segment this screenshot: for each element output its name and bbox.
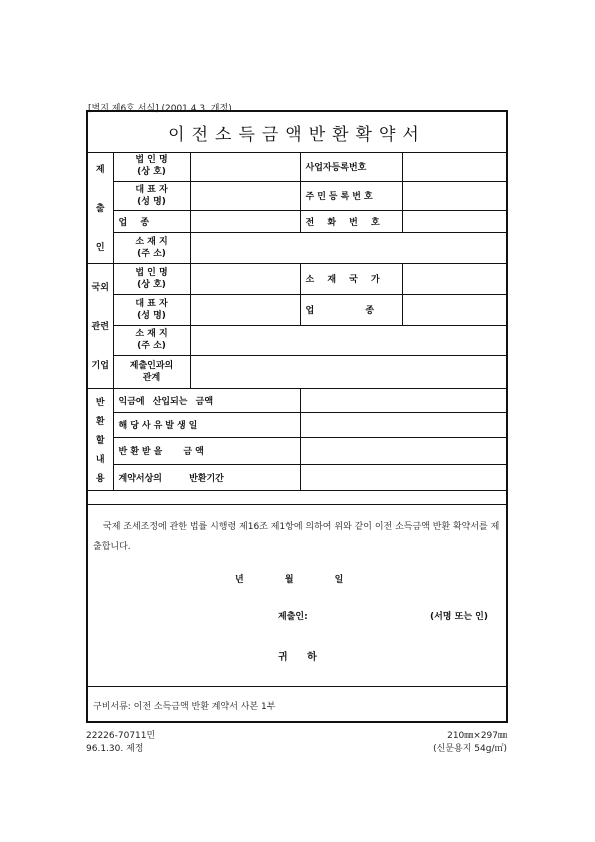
income-included-field[interactable]: [300, 388, 506, 412]
foreign-representative-label: 대 표 자 (성 명): [113, 294, 190, 325]
relation-field[interactable]: [190, 355, 506, 388]
attachments-section: [88, 686, 506, 712]
enacted-date: 96.1.30. 제정: [86, 744, 144, 754]
foreign-business-field[interactable]: [402, 294, 506, 325]
submitter-side-label: 제 출 인: [88, 152, 113, 263]
submitter-address-field[interactable]: [190, 232, 506, 263]
foreign-address-label: 소 재 지 (주 소): [113, 325, 190, 355]
foreign-representative-field[interactable]: [190, 294, 300, 325]
form-code: 22226-70711민: [86, 731, 156, 741]
foreign-corp-name-field[interactable]: [190, 263, 300, 294]
refund-period-field[interactable]: [300, 464, 506, 490]
submitter-representative-field[interactable]: [190, 181, 300, 210]
statement-section: [88, 504, 506, 685]
refund-pledge-form: [86, 110, 508, 723]
form-table: [88, 152, 506, 491]
statement-text: 국제 조세조정에 관한 법률 시행령 제16조 제1항에 의하여 위와 같이 이전 소득금액 반환 확약서를 제출합니다.: [93, 522, 500, 552]
refund-side-label: 반 환 할 내 용: [88, 388, 113, 490]
biz-reg-no-field[interactable]: [402, 152, 506, 181]
submitter-corp-name-field[interactable]: [190, 152, 300, 181]
submitter-corp-name-label: 법 인 명 (상 호): [113, 152, 190, 181]
form-number-header: [별지 제6호 서식] (2001.4.3. 개정): [88, 104, 232, 114]
relation-label: 제출인과의 관계: [113, 355, 190, 388]
resident-no-field[interactable]: [402, 181, 506, 210]
refund-amount-field[interactable]: [300, 437, 506, 464]
submitter-representative-label: 대 표 자 (성 명): [113, 181, 190, 210]
phone-label: 전 화 번 호: [300, 210, 402, 232]
country-label: 소 재 국 가: [300, 263, 402, 294]
country-field[interactable]: [402, 263, 506, 294]
refund-amount-label: 반환받을 금액: [113, 437, 300, 464]
foreign-business-label: 업 종: [300, 294, 402, 325]
submitter-business-field[interactable]: [190, 210, 300, 232]
submitter-address-label: 소 재 지 (주 소): [113, 232, 190, 263]
attachments-text: 구비서류: 이전 소득금액 반환 계약서 사본 1부: [93, 702, 276, 712]
addressee-line[interactable]: 귀 하: [278, 652, 325, 663]
foreign-side-label: 국외 관련 기업: [88, 263, 113, 388]
form-title: 이전소득금액반환확약서: [88, 112, 506, 153]
event-date-field[interactable]: [300, 412, 506, 437]
income-included-label: 익금에 산입되는 금액: [113, 388, 300, 412]
biz-reg-no-label: 사업자등록번호: [300, 152, 402, 181]
paper-type: (신문용지 54g/㎡): [433, 744, 507, 754]
refund-period-label: 계약서상의 반환기간: [113, 464, 300, 490]
submitter-line[interactable]: 제출인:: [278, 612, 308, 622]
signature-label: (서명 또는 인): [430, 612, 488, 622]
resident-no-label: 주민등록번호: [300, 181, 402, 210]
phone-field[interactable]: [402, 210, 506, 232]
foreign-corp-name-label: 법 인 명 (상 호): [113, 263, 190, 294]
date-line[interactable]: 년 월 일: [235, 575, 344, 585]
event-date-label: 해당사유발생일: [113, 412, 300, 437]
foreign-address-field[interactable]: [190, 325, 506, 355]
submitter-business-label: 업 종: [113, 210, 190, 232]
paper-size: 210㎜×297㎜: [447, 731, 507, 741]
